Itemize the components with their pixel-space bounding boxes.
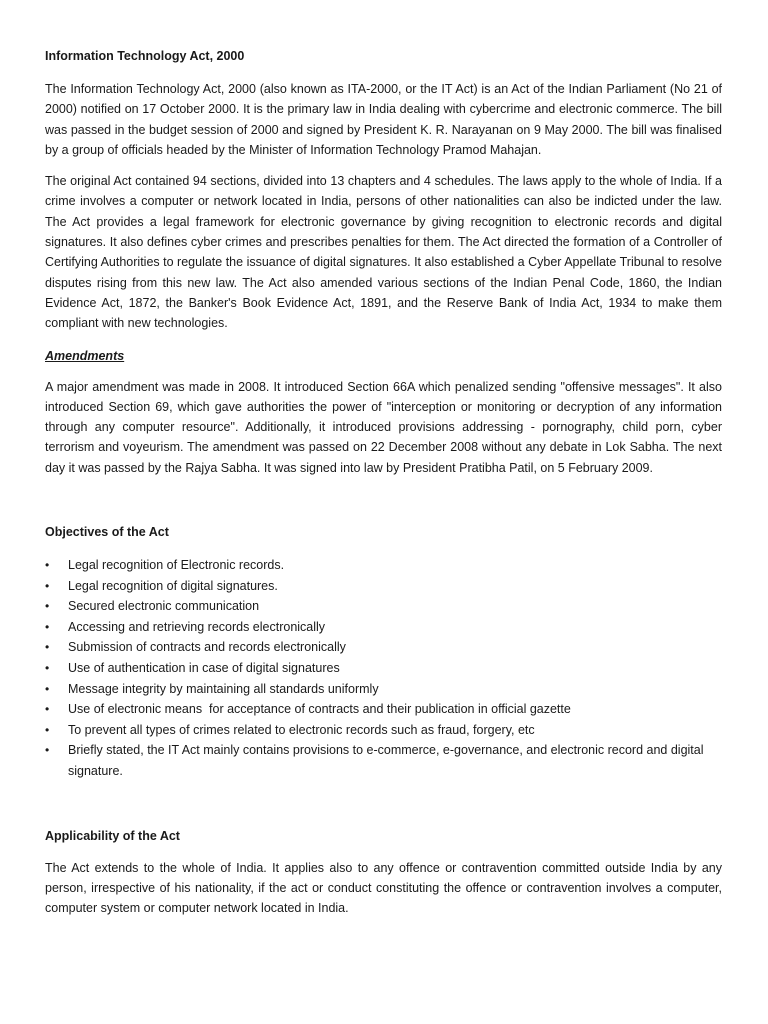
intro-paragraph-2: The original Act contained 94 sections, divided into 13 chapters and 4 schedules. The laws apply to the whole of India. If a crime involves a computer or network located in India, persons of other nationalities can also be indicted under the law. The Act provides a legal framework for electronic governance by giving recognition to electronic records and digital signatures. It also defines cyber crimes and prescribes penalties for them. The Act directed the formation of a Controller of Certifying Authorities to regulate the issuance of digital signatures. It also established a Cyber Appellate Tribunal to resolve disputes rising from this new law. The Act also amended various sections of the Indian Penal Code, 1860, the Indian Evidence Act, 1872, the Banker's Book Evidence Act, 1891, and the Reserve Bank of India Act, 1934 to make them compliant with new technologies. [45,174,722,331]
list-item-text: Legal recognition of digital signatures. [68,578,278,593]
bullet-icon: • [45,722,50,737]
list-item-text: Secured electronic communication [68,599,260,614]
list-item-text: Use of electronic means for acceptance of contracts and their publication in official gazette [68,702,571,717]
objectives-heading: Objectives of the Act [45,525,169,540]
list-item-text: Submission of contracts and records electronically [68,640,346,655]
list-item [45,679,722,700]
list-item [45,637,722,658]
bullet-icon: • [45,599,50,614]
applicability-heading: Applicability of the Act [45,828,180,843]
list-item-text: Legal recognition of Electronic records. [68,558,285,573]
intro-paragraph-1: The Information Technology Act, 2000 (also known as ITA-2000, or the IT Act) is an Act of the Indian Parliament (No 21 of 2000) notified on 17 October 2000. It is the primary law in India dealing with cybercrime and electronic commerce. The bill was passed in the budget session of 2000 and signed by President K. R. Narayanan on 9 May 2000. The bill was finalised by a group of officials headed by the Minister of Information Technology Pramod Mahajan. [45,82,722,157]
list-item [45,555,722,576]
amendments-paragraph: A major amendment was made in 2008. It introduced Section 66A which penalized sending "offensive messages". It also introduced Section 69, which gave authorities the power of "interception or monitoring or decryption of any information through any computer resource". Additionally, it introduced provisions addressing - pornography, child porn, cyber terrorism and voyeurism. The amendment was passed on 22 December 2008 without any debate in Lok Sabha. The next day it was passed by the Rajya Sabha. It was signed into law by President Pratibha Patil, on 5 February 2009. [45,379,722,475]
bullet-icon: • [45,661,50,676]
amendments-heading: Amendments [45,348,125,363]
bullet-icon: • [45,578,50,593]
bullet-icon: • [45,640,50,655]
list-item-text: Use of authentication in case of digital signatures [68,661,340,676]
list-item-text: Message integrity by maintaining all standards uniformly [68,681,379,696]
list-item-text: To prevent all types of crimes related to electronic records such as fraud, forgery, etc [68,722,535,737]
list-item [45,720,722,741]
list-item [45,617,722,638]
list-item-text: Briefly stated, the IT Act mainly contains provisions to e-commerce, e-governance, and electronic record and digital signature. [68,743,704,778]
bullet-icon: • [45,681,50,696]
applicability-paragraph: The Act extends to the whole of India. It applies also to any offence or contravention committed outside India by any person, irrespective of his nationality, if the act or conduct constituting the offence or contravention involves a computer, computer system or computer network located in India. [45,860,722,916]
objectives-list [45,555,722,782]
list-item [45,596,722,617]
bullet-icon: • [45,743,50,758]
list-item-text: Accessing and retrieving records electronically [68,619,326,634]
bullet-icon: • [45,702,50,717]
list-item [45,699,722,720]
document-page [45,46,722,918]
document-title: Information Technology Act, 2000 [45,49,245,63]
bullet-icon: • [45,558,50,573]
list-item [45,658,722,679]
bullet-icon: • [45,619,50,634]
list-item [45,576,722,597]
list-item [45,740,722,781]
